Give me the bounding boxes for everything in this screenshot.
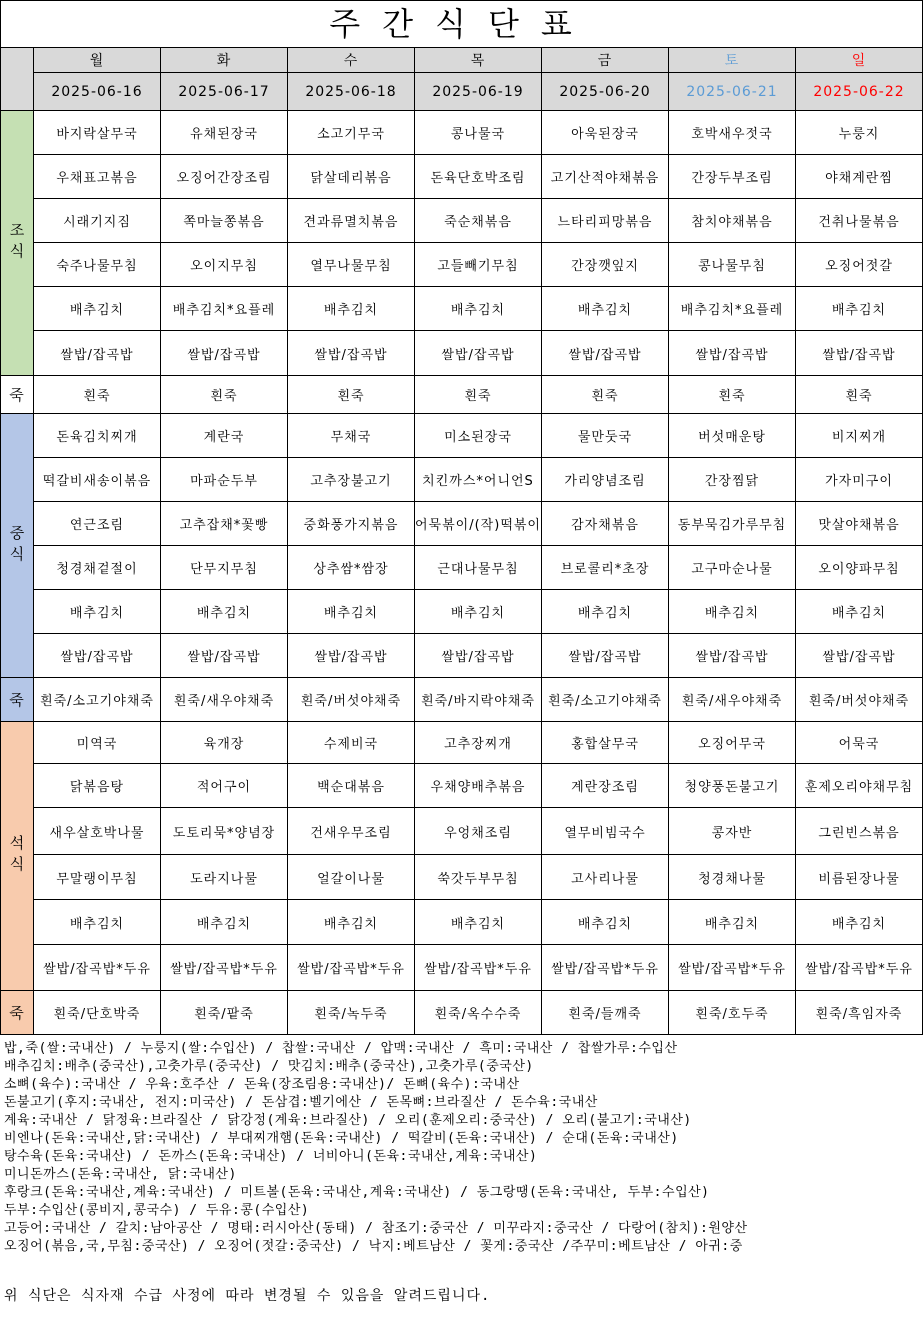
menu-item: 죽순채볶음 xyxy=(415,199,542,243)
day-header: 토 xyxy=(669,48,796,73)
menu-item: 오이지무침 xyxy=(161,243,288,287)
date-header: 2025-06-20 xyxy=(542,73,669,111)
menu-item: 배추김치 xyxy=(34,900,161,945)
menu-item: 배추김치 xyxy=(796,287,923,331)
dinner-row xyxy=(1,900,923,945)
menu-item: 청경채겉절이 xyxy=(34,546,161,590)
menu-item: 쌀밥/잡곡밥 xyxy=(288,331,415,376)
menu-item: 고사리나물 xyxy=(542,855,669,900)
menu-item: 청경채나물 xyxy=(669,855,796,900)
porridge-item: 흰죽/호두죽 xyxy=(669,991,796,1035)
menu-item: 고추잡채*꽃빵 xyxy=(161,502,288,546)
menu-item: 배추김치 xyxy=(796,590,923,634)
lunch-porridge-row xyxy=(1,678,923,722)
menu-item: 비지찌개 xyxy=(796,414,923,458)
porridge-item: 흰죽/옥수수죽 xyxy=(415,991,542,1035)
menu-item: 가자미구이 xyxy=(796,458,923,502)
menu-item: 배추김치 xyxy=(34,590,161,634)
lunch-porridge-label: 죽 xyxy=(1,678,34,722)
menu-item: 아욱된장국 xyxy=(542,111,669,155)
menu-item: 백순대볶음 xyxy=(288,764,415,808)
menu-item: 오이양파무침 xyxy=(796,546,923,590)
menu-item: 견과류멸치볶음 xyxy=(288,199,415,243)
menu-item: 치킨까스*어니언S xyxy=(415,458,542,502)
dinner-row xyxy=(1,945,923,991)
menu-item: 간장두부조림 xyxy=(669,155,796,199)
lunch-row xyxy=(1,458,923,502)
menu-item: 시래기지짐 xyxy=(34,199,161,243)
menu-item: 배추김치*요플레 xyxy=(161,287,288,331)
menu-item: 홍합살무국 xyxy=(542,722,669,764)
menu-item: 느타리피망볶음 xyxy=(542,199,669,243)
breakfast-row xyxy=(1,331,923,376)
menu-item: 감자채볶음 xyxy=(542,502,669,546)
menu-item: 배추김치 xyxy=(542,900,669,945)
date-header: 2025-06-18 xyxy=(288,73,415,111)
menu-item: 쌀밥/잡곡밥*두유 xyxy=(288,945,415,991)
date-header: 2025-06-22 xyxy=(796,73,923,111)
lunch-row xyxy=(1,546,923,590)
menu-item: 쑥갓두부무침 xyxy=(415,855,542,900)
breakfast-row xyxy=(1,111,923,155)
menu-item: 쌀밥/잡곡밥 xyxy=(669,331,796,376)
menu-item: 고들빼기무침 xyxy=(415,243,542,287)
dinner-row xyxy=(1,855,923,900)
day-header: 금 xyxy=(542,48,669,73)
menu-item: 물만둣국 xyxy=(542,414,669,458)
menu-item: 건새우무조림 xyxy=(288,808,415,855)
origin-note-line: 두부:수입산(콩비지,콩국수) / 두유:콩(수입산) xyxy=(4,1203,310,1218)
date-header: 2025-06-21 xyxy=(669,73,796,111)
menu-item: 쌀밥/잡곡밥 xyxy=(415,634,542,678)
menu-item: 참치야채볶음 xyxy=(669,199,796,243)
origin-notes xyxy=(4,1040,919,1256)
porridge-item: 흰죽/버섯야채죽 xyxy=(288,678,415,722)
menu-item: 배추김치 xyxy=(415,287,542,331)
menu-item: 배추김치 xyxy=(542,590,669,634)
porridge-item: 흰죽/소고기야채죽 xyxy=(34,678,161,722)
porridge-item: 흰죽 xyxy=(542,376,669,414)
date-header: 2025-06-17 xyxy=(161,73,288,111)
menu-item: 우엉채조림 xyxy=(415,808,542,855)
origin-note-line: 후랑크(돈육:국내산,계육:국내산) / 미트볼(돈육:국내산,계육:국내산) / 동그랑땡(돈육:국내산, 두부:수입산) xyxy=(4,1185,710,1200)
menu-item: 누룽지 xyxy=(796,111,923,155)
porridge-item: 흰죽 xyxy=(415,376,542,414)
menu-item: 미소된장국 xyxy=(415,414,542,458)
porridge-item: 흰죽/팥죽 xyxy=(161,991,288,1035)
menu-item: 바지락살무국 xyxy=(34,111,161,155)
menu-item: 열무비빔국수 xyxy=(542,808,669,855)
menu-item: 돈육김치찌개 xyxy=(34,414,161,458)
dinner-row xyxy=(1,808,923,855)
menu-item: 닭살데리볶음 xyxy=(288,155,415,199)
date-header-row xyxy=(1,73,923,111)
menu-item: 쌀밥/잡곡밥 xyxy=(161,331,288,376)
menu-item: 도라지나물 xyxy=(161,855,288,900)
day-header-row xyxy=(1,48,923,73)
menu-item: 동부묵김가루무침 xyxy=(669,502,796,546)
menu-item: 배추김치 xyxy=(415,590,542,634)
menu-item: 고기산적야채볶음 xyxy=(542,155,669,199)
menu-item: 버섯매운탕 xyxy=(669,414,796,458)
lunch-label: 중식 xyxy=(1,414,34,678)
menu-item: 브로콜리*초장 xyxy=(542,546,669,590)
menu-item: 배추김치 xyxy=(542,287,669,331)
porridge-item: 흰죽/흑임자죽 xyxy=(796,991,923,1035)
origin-note-line: 고등어:국내산 / 갈치:남아공산 / 명태:러시아산(동태) / 참조기:중국산 / 미꾸라지:중국산 / 다랑어(참치):원양산 xyxy=(4,1221,748,1236)
day-header: 일 xyxy=(796,48,923,73)
dinner-row xyxy=(1,722,923,764)
menu-item: 얼갈이나물 xyxy=(288,855,415,900)
menu-item: 맛살야채볶음 xyxy=(796,502,923,546)
menu-item: 어묵국 xyxy=(796,722,923,764)
origin-note-line: 탕수육(돈육:국내산) / 돈까스(돈육:국내산) / 너비아니(돈육:국내산,계육:국내산) xyxy=(4,1149,538,1164)
menu-item: 쌀밥/잡곡밥 xyxy=(669,634,796,678)
origin-note-line: 돈불고기(후지:국내산, 전지:미국산) / 돈삼겹:벨기에산 / 돈목뼈:브라질산 / 돈수육:국내산 xyxy=(4,1095,598,1110)
dinner-porridge-label: 죽 xyxy=(1,991,34,1035)
porridge-item: 흰죽/소고기야채죽 xyxy=(542,678,669,722)
origin-note-line: 배추김치:배추(중국산),고춧가루(중국산) / 맛김치:배추(중국산),고춧가루(중국산) xyxy=(4,1059,534,1074)
menu-item: 쌀밥/잡곡밥*두유 xyxy=(542,945,669,991)
menu-item: 쌀밥/잡곡밥*두유 xyxy=(34,945,161,991)
menu-item: 비름된장나물 xyxy=(796,855,923,900)
breakfast-row xyxy=(1,199,923,243)
porridge-item: 흰죽/바지락야채죽 xyxy=(415,678,542,722)
menu-item: 오징어무국 xyxy=(669,722,796,764)
menu-item: 배추김치 xyxy=(288,287,415,331)
menu-item: 고추장찌개 xyxy=(415,722,542,764)
menu-item: 쌀밥/잡곡밥*두유 xyxy=(669,945,796,991)
menu-item: 배추김치 xyxy=(669,900,796,945)
menu-item: 간장찜닭 xyxy=(669,458,796,502)
menu-item: 간장깻잎지 xyxy=(542,243,669,287)
menu-item: 야채계란찜 xyxy=(796,155,923,199)
menu-item: 돈육단호박조림 xyxy=(415,155,542,199)
porridge-item: 흰죽 xyxy=(796,376,923,414)
origin-note-line: 밥,죽(쌀:국내산) / 누룽지(쌀:수입산) / 찹쌀:국내산 / 압맥:국내산 / 흑미:국내산 / 찹쌀가루:수입산 xyxy=(4,1041,678,1056)
origin-note-line: 계육:국내산 / 닭정육:브라질산 / 닭강정(계육:브라질산) / 오리(훈제오리:중국산) / 오리(불고기:국내산) xyxy=(4,1113,692,1128)
menu-item: 배추김치 xyxy=(161,590,288,634)
menu-item: 쌀밥/잡곡밥 xyxy=(415,331,542,376)
day-header: 화 xyxy=(161,48,288,73)
breakfast-row xyxy=(1,155,923,199)
menu-item: 상추쌈*쌈장 xyxy=(288,546,415,590)
menu-item: 우채양배추볶음 xyxy=(415,764,542,808)
dinner-row xyxy=(1,764,923,808)
menu-item: 고구마순나물 xyxy=(669,546,796,590)
porridge-item: 흰죽 xyxy=(669,376,796,414)
day-header: 월 xyxy=(34,48,161,73)
menu-item: 우채표고볶음 xyxy=(34,155,161,199)
menu-item: 쪽마늘쫑볶음 xyxy=(161,199,288,243)
menu-item: 쌀밥/잡곡밥*두유 xyxy=(796,945,923,991)
porridge-item: 흰죽/들깨죽 xyxy=(542,991,669,1035)
breakfast-porridge-row xyxy=(1,376,923,414)
menu-item: 쌀밥/잡곡밥 xyxy=(542,634,669,678)
menu-item: 쌀밥/잡곡밥 xyxy=(288,634,415,678)
menu-item: 배추김치*요플레 xyxy=(669,287,796,331)
menu-item: 마파순두부 xyxy=(161,458,288,502)
origin-note-line: 오징어(볶음,국,무침:중국산) / 오징어(젓갈:중국산) / 낙지:베트남산 / 꽃게:중국산 /주꾸미:베트남산 / 아귀:중 xyxy=(4,1239,743,1254)
lunch-row xyxy=(1,590,923,634)
menu-item: 콩자반 xyxy=(669,808,796,855)
menu-item: 오징어젓갈 xyxy=(796,243,923,287)
date-header: 2025-06-19 xyxy=(415,73,542,111)
menu-item: 오징어간장조림 xyxy=(161,155,288,199)
breakfast-label: 조식 xyxy=(1,111,34,376)
menu-item: 계란장조림 xyxy=(542,764,669,808)
breakfast-porridge-label: 죽 xyxy=(1,376,34,414)
menu-item: 콩나물국 xyxy=(415,111,542,155)
menu-item: 쌀밥/잡곡밥*두유 xyxy=(415,945,542,991)
porridge-item: 흰죽 xyxy=(161,376,288,414)
porridge-item: 흰죽 xyxy=(34,376,161,414)
menu-item: 쌀밥/잡곡밥 xyxy=(542,331,669,376)
menu-item: 고추장불고기 xyxy=(288,458,415,502)
menu-item: 수제비국 xyxy=(288,722,415,764)
menu-item: 쌀밥/잡곡밥 xyxy=(796,634,923,678)
menu-item: 떡갈비새송이볶음 xyxy=(34,458,161,502)
menu-item: 도토리묵*양념장 xyxy=(161,808,288,855)
menu-item: 배추김치 xyxy=(34,287,161,331)
lunch-row xyxy=(1,634,923,678)
origin-note-line: 미니돈까스(돈육:국내산, 닭:국내산) xyxy=(4,1167,237,1182)
breakfast-row xyxy=(1,243,923,287)
menu-item: 연근조림 xyxy=(34,502,161,546)
menu-item: 콩나물무침 xyxy=(669,243,796,287)
menu-item: 계란국 xyxy=(161,414,288,458)
porridge-item: 흰죽/새우야채죽 xyxy=(161,678,288,722)
menu-item: 숙주나물무침 xyxy=(34,243,161,287)
origin-note-line: 비엔나(돈육:국내산,닭:국내산) / 부대찌개햄(돈육:국내산) / 떡갈비(돈육:국내산) / 순대(돈육:국내산) xyxy=(4,1131,679,1146)
menu-item: 어묵볶이/(작)떡볶이 xyxy=(415,502,542,546)
menu-item: 쌀밥/잡곡밥 xyxy=(161,634,288,678)
porridge-item: 흰죽/새우야채죽 xyxy=(669,678,796,722)
lunch-row xyxy=(1,414,923,458)
menu-item: 호박새우젓국 xyxy=(669,111,796,155)
corner-cell xyxy=(1,48,34,111)
porridge-item: 흰죽 xyxy=(288,376,415,414)
porridge-item: 흰죽/버섯야채죽 xyxy=(796,678,923,722)
menu-item: 배추김치 xyxy=(288,590,415,634)
menu-item: 소고기무국 xyxy=(288,111,415,155)
menu-item: 유채된장국 xyxy=(161,111,288,155)
day-header: 수 xyxy=(288,48,415,73)
menu-item: 배추김치 xyxy=(796,900,923,945)
menu-item: 배추김치 xyxy=(415,900,542,945)
menu-item: 건취나물볶음 xyxy=(796,199,923,243)
breakfast-row xyxy=(1,287,923,331)
footer-notice: 위 식단은 식자재 수급 사정에 따라 변경될 수 있음을 알려드립니다. xyxy=(4,1288,491,1304)
menu-item: 가리양념조림 xyxy=(542,458,669,502)
menu-item: 훈제오리야채무침 xyxy=(796,764,923,808)
menu-item: 무말랭이무침 xyxy=(34,855,161,900)
menu-item: 그린빈스볶음 xyxy=(796,808,923,855)
page-title: 주간식단표 xyxy=(0,0,923,48)
menu-item: 육개장 xyxy=(161,722,288,764)
day-header: 목 xyxy=(415,48,542,73)
porridge-item: 흰죽/단호박죽 xyxy=(34,991,161,1035)
date-header: 2025-06-16 xyxy=(34,73,161,111)
menu-item: 새우살호박나물 xyxy=(34,808,161,855)
menu-item: 근대나물무침 xyxy=(415,546,542,590)
menu-item: 배추김치 xyxy=(288,900,415,945)
menu-item: 쌀밥/잡곡밥*두유 xyxy=(161,945,288,991)
menu-item: 단무지무침 xyxy=(161,546,288,590)
menu-item: 닭볶음탕 xyxy=(34,764,161,808)
porridge-item: 흰죽/녹두죽 xyxy=(288,991,415,1035)
menu-item: 배추김치 xyxy=(161,900,288,945)
menu-item: 열무나물무침 xyxy=(288,243,415,287)
menu-item: 쌀밥/잡곡밥 xyxy=(796,331,923,376)
menu-table xyxy=(0,47,923,1035)
menu-item: 청양풍돈불고기 xyxy=(669,764,796,808)
menu-item: 중화풍가지볶음 xyxy=(288,502,415,546)
dinner-porridge-row xyxy=(1,991,923,1035)
dinner-label: 석식 xyxy=(1,722,34,991)
menu-item: 미역국 xyxy=(34,722,161,764)
menu-item: 배추김치 xyxy=(669,590,796,634)
lunch-row xyxy=(1,502,923,546)
menu-item: 적어구이 xyxy=(161,764,288,808)
menu-item: 무채국 xyxy=(288,414,415,458)
menu-item: 쌀밥/잡곡밥 xyxy=(34,331,161,376)
origin-note-line: 소뼈(육수):국내산 / 우육:호주산 / 돈육(장조림용:국내산)/ 돈뼈(육수):국내산 xyxy=(4,1077,520,1092)
menu-item: 쌀밥/잡곡밥 xyxy=(34,634,161,678)
